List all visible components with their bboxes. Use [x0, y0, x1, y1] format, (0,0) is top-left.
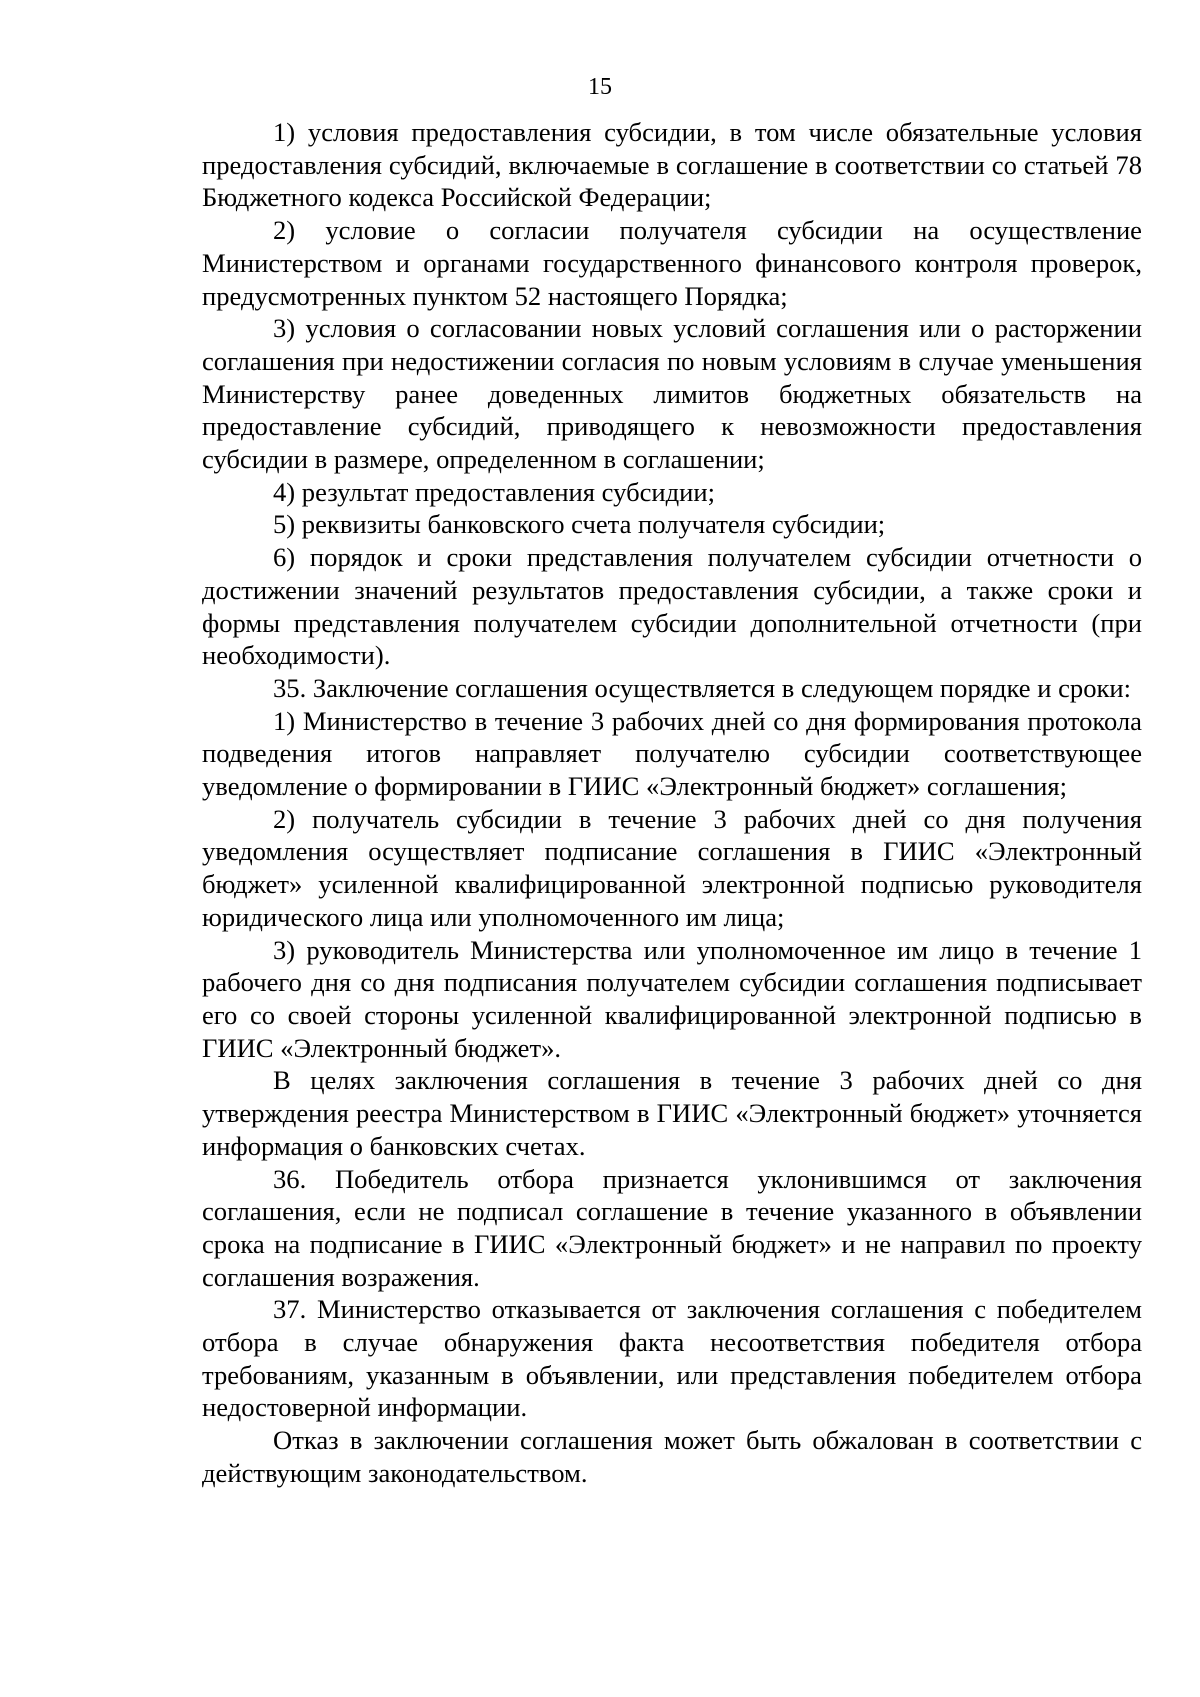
page-number: 15	[588, 74, 612, 100]
paragraph-clause-37: 37. Министерство отказывается от заключения соглашения с победителем отбора в случае обнаружения факта несоответствия победителя отбора требованиям, указанным в объявлении, или представления победителем отбора недостоверной информации.	[202, 1294, 1142, 1423]
paragraph-clause-35: 35. Заключение соглашения осуществляется в следующем порядке и сроки:	[273, 672, 1132, 703]
paragraph-item-1: 1) условия предоставления субсидии, в том числе обязательные условия предоставления субсидий, включаемые в соглашение в соответствии со статьей 78 Бюджетного кодекса Российской Федерации;	[202, 117, 1142, 213]
paragraph-item-2: 2) условие о согласии получателя субсидии на осуществление Министерством и органами государственного финансового контроля проверок, предусмотренных пунктом 52 настоящего Порядка;	[202, 215, 1142, 311]
paragraph-item-4: 4) результат предоставления субсидии;	[273, 476, 716, 507]
paragraph-bank-accounts: В целях заключения соглашения в течение 3 рабочих дней со дня утверждения реестра Министерством в ГИИС «Электронный бюджет» уточняется информация о банковских счетах.	[202, 1065, 1142, 1161]
paragraph-appeal: Отказ в заключении соглашения может быть обжалован в соответствии с действующим законодательством.	[202, 1425, 1142, 1488]
paragraph-clause-35-item-1: 1) Министерство в течение 3 рабочих дней со дня формирования протокола подведения итогов направляет получателю субсидии соответствующее уведомление о формировании в ГИИС «Электронный бюджет» соглашения;	[202, 705, 1142, 802]
paragraph-item-6: 6) порядок и сроки представления получателем субсидии отчетности о достижении значений результатов предоставления субсидии, а также сроки и формы представления получателем субсидии дополнительной отчетности (при необходимости).	[202, 542, 1142, 671]
paragraph-item-3: 3) условия о согласовании новых условий соглашения или о расторжении соглашения при недостижении согласия по новым условиям в случае уменьшения Министерству ранее доведенных лимитов бюджетных обязательств на предоставление субсидий, приводящего к невозможности предоставления субсидии в размере, определенном в соглашении;	[202, 313, 1142, 475]
paragraph-item-5: 5) реквизиты банковского счета получателя субсидии;	[273, 509, 886, 540]
paragraph-clause-35-item-2: 2) получатель субсидии в течение 3 рабочих дней со дня получения уведомления осуществляет подписание соглашения в ГИИС «Электронный бюджет» усиленной квалифицированной электронной подписью руководителя юридического лица или уполномоченного им лица;	[202, 803, 1142, 932]
document-body	[202, 116, 1142, 1490]
paragraph-clause-35-item-3: 3) руководитель Министерства или уполномоченное им лицо в течение 1 рабочего дня со дня подписания получателем субсидии соглашения подписывает его со своей стороны усиленной квалифицированной электронной подписью в ГИИС «Электронный бюджет».	[202, 934, 1142, 1063]
paragraph-clause-36: 36. Победитель отбора признается уклонившимся от заключения соглашения, если не подписал соглашение в течение указанного в объявлении срока на подписание в ГИИС «Электронный бюджет» и не направил по проекту соглашения возражения.	[202, 1163, 1142, 1292]
